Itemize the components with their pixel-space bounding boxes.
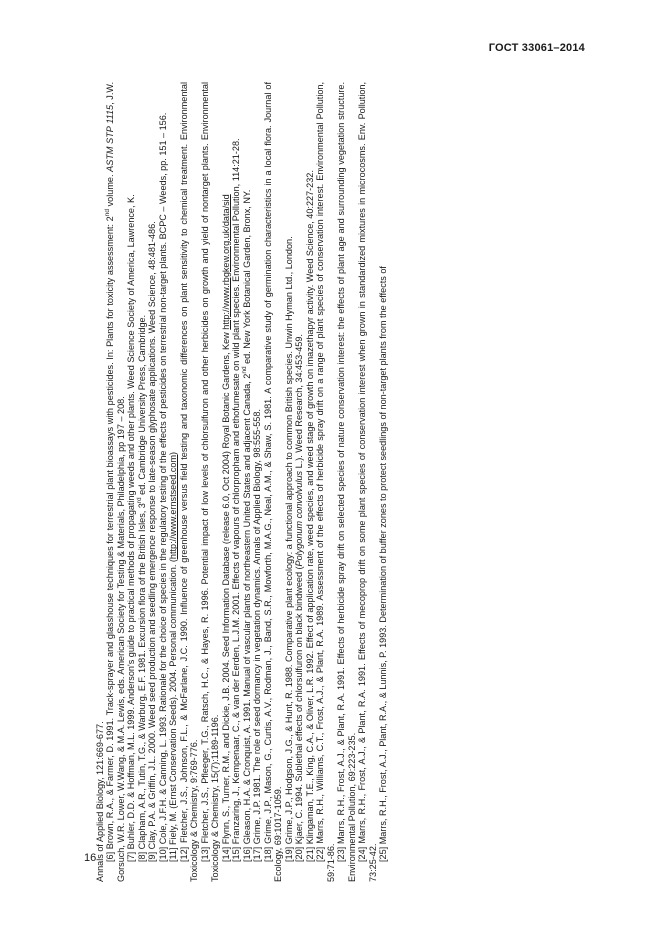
reference-text: [6] Brown, R.A., & Farmer, D. 1991. Track-sprayer and glasshouse techniques for terrestrial plant bioassays with pesticides. In: Plants for toxicity assessment: 2: [105, 216, 116, 862]
reference-link[interactable]: http://www.rbgkew.org.uk/data/sid: [220, 194, 231, 330]
reference-ref-21: [305, 82, 315, 882]
reference-ref-22: [315, 82, 336, 882]
references-rotated-block: [95, 82, 615, 882]
reference-text: L.). Weed Research, 34:453-459.: [294, 334, 305, 471]
reference-text: [9] Clay, P.A. & Griffin, J.L. 2000. Weed seed production and seedling emergence response to late-season glyphosate applications. Weed Science, 48:481-486.: [147, 221, 158, 862]
reference-text: volume.: [105, 171, 116, 210]
reference-italic-text: ASTM STP 1115: [105, 104, 116, 172]
reference-text: [10] Cole, J.F.H. & Canning, L. 1993. Rationale for the choice of species in the regulatory testing of the effects of pesticides on terrestrial non-target plants. BCPC – Weeds, pp. 151 – 156.: [157, 112, 168, 862]
reference-text: Annals of Applied Biology, 121:669-677.: [95, 721, 105, 882]
reference-ref-6: [105, 82, 126, 882]
reference-ref-10: [158, 82, 168, 882]
reference-ref-20: [294, 82, 304, 882]
reference-superscript: nd: [240, 366, 248, 374]
reference-text: ed. New York Botanical Garden, Bronx, NY.: [241, 189, 252, 367]
standard-header: ГОСТ 33061–2014: [488, 42, 585, 54]
reference-text: [18] Grime, J.P., Mason, G., Curtis, A.V., Rodman, J., Band, S.R., Mowforth, M.A.G., Neal, A.M., & Shaw, S. 1981. A comparative study of germination characteristics in a local flora. Journal of Ecology, 69:1017-1059.: [262, 82, 284, 882]
reference-ref-18: [263, 82, 284, 882]
reference-text: [12] Fletcher, J.S., Johnson, F.L., & McFarlane, J.C. 1990. Influence of greenhouse versus field testing and taxonomic differences on plant sensitivity to chemical treatment. Environmental Toxicology & Chemistry, 9:769-776.: [178, 82, 200, 882]
reference-text: [11] Fiely, M. (Ernst Conservation Seeds). 2004. Personal communication. (: [168, 559, 179, 862]
reference-text: [13] Fletcher, J.S., Pfleeger, T.G., Ratsch, H.C., & Hayes, R. 1996. Potential impact of low levels of chlorsulfuron and other herbicides on growth and yield of nontarget plants. Environmental Toxicology & Chemistry, 15(7):1189-1196.: [199, 82, 221, 882]
reference-ref-17: [252, 82, 262, 882]
reference-ref-9: [147, 82, 157, 882]
reference-text: [22] Marrs, R.H., Williams, C.T., Frost, A.J., & Plant, R.A. 1989. Assessment of the effects of herbicide spray drift on a range of plant species of conservation interest. Environmental Pollution, 59:71-86.: [315, 82, 336, 882]
reference-ref-12: [179, 82, 200, 882]
reference-text: [14] Flynn, S., Turner, R.M., and Dickie, J.B. 2004. Seed Information Database (release 6.0, Oct 2004) Royal Botanic Gardens, Kew: [220, 329, 231, 862]
reference-superscript: rd: [135, 497, 143, 504]
reference-text: [16] Gleason, H.A. & Cronquist, A. 1991. Manual of vascular plants of northeastern United States and adjacent Canada, 2: [241, 373, 252, 862]
reference-italic-text: Polygonum convolvulus: [294, 470, 305, 567]
reference-text: ed. Cambridge University Press, Cambridge.: [136, 314, 147, 498]
reference-ref-16: [242, 82, 252, 882]
reference-ref-15: [231, 82, 241, 882]
reference-text: [21] Klingaman, T.E., King, C.A., & Oliver, L.R. 1992. Effect of application rate, weed species, and weed stage of growth on imazethapyr activity. Weed Science, 40:227-232.: [304, 170, 315, 862]
page-number: 16: [84, 852, 97, 864]
reference-superscript: nd: [104, 209, 112, 217]
reference-ref-25: [378, 82, 388, 882]
reference-text: [7] Buhler, D.D. & Hoffman, M.L. 1999. Anderson's guide to practical methods of propagating weeds and other plants. Weed Science Society of America, Lawrence, K.: [126, 194, 137, 862]
reference-ref-8: [137, 82, 147, 882]
reference-text: [15] Franzaring, J., Kempenaar, C., & van der Eerden, L.J.M. 2001. Effects of vapours of chlorpropham and ethofumesate on wild plant species. Environmental Pollution, 114:21-28.: [231, 138, 242, 862]
reference-text: [20] Kjaer, C. 1994. Sublethal effects of chlorsulfuron on black bindweed (: [294, 566, 305, 862]
reference-ref-7: [126, 82, 136, 882]
reference-ref-23: [336, 82, 357, 882]
reference-text: ): [168, 451, 179, 455]
reference-text: , J.W. Gorsuch, W.R. Lower, W.Wang, & M.A. Lewis, eds. American Society for Testing & Materials, Philadelphia, pp 197 – 208.: [105, 82, 126, 882]
reference-ref-14: [221, 82, 231, 882]
reference-ref-13: [200, 82, 221, 882]
reference-text: [17] Grime, J.P. 1981. The role of seed dormancy in vegetation dynamics. Annals of Applied Biology, 98:555-558.: [252, 409, 263, 862]
reference-link[interactable]: http://www.ernstseed.com: [168, 454, 179, 560]
reference-ref-cont: [95, 82, 105, 882]
reference-text: [8] Clapham, A.R., Tutin, T.G., & Warburg, E.F. 1981. Excursion flora of the British Isles, 3: [136, 503, 147, 862]
reference-ref-11: [168, 82, 178, 882]
reference-ref-24: [357, 82, 378, 882]
reference-text: [24] Marrs, R.H., Frost, A.J., & Plant, R.A. 1991. Effects of mecoprop drift on some plant species of conservation interest when grown in standardized mixtures in microcosms. Env. Pollution, 73:25-42.: [357, 82, 378, 882]
reference-text: [23] Marrs, R.H., Frost, A.J., & Plant, R.A. 1991. Effects of herbicide spray drift on selected species of nature conservation interest: the effects of plant age and surrounding vegetation structure. Environmental Pollution, 69:223-235.: [336, 82, 357, 882]
reference-ref-19: [284, 82, 294, 882]
reference-text: [25] Marrs, R.H., Frost, A.J., Plant, R.A., & Lunnis, P. 1993. Determination of buffer zones to protect seedlings of non-target plants from the effects of: [378, 266, 389, 862]
reference-text: [19] Grime, J.P., Hodgson, J.G., & Hunt, R. 1988. Comparative plant ecology: a functional approach to common British species. Unwin Hyman Ltd., London.: [283, 236, 294, 862]
